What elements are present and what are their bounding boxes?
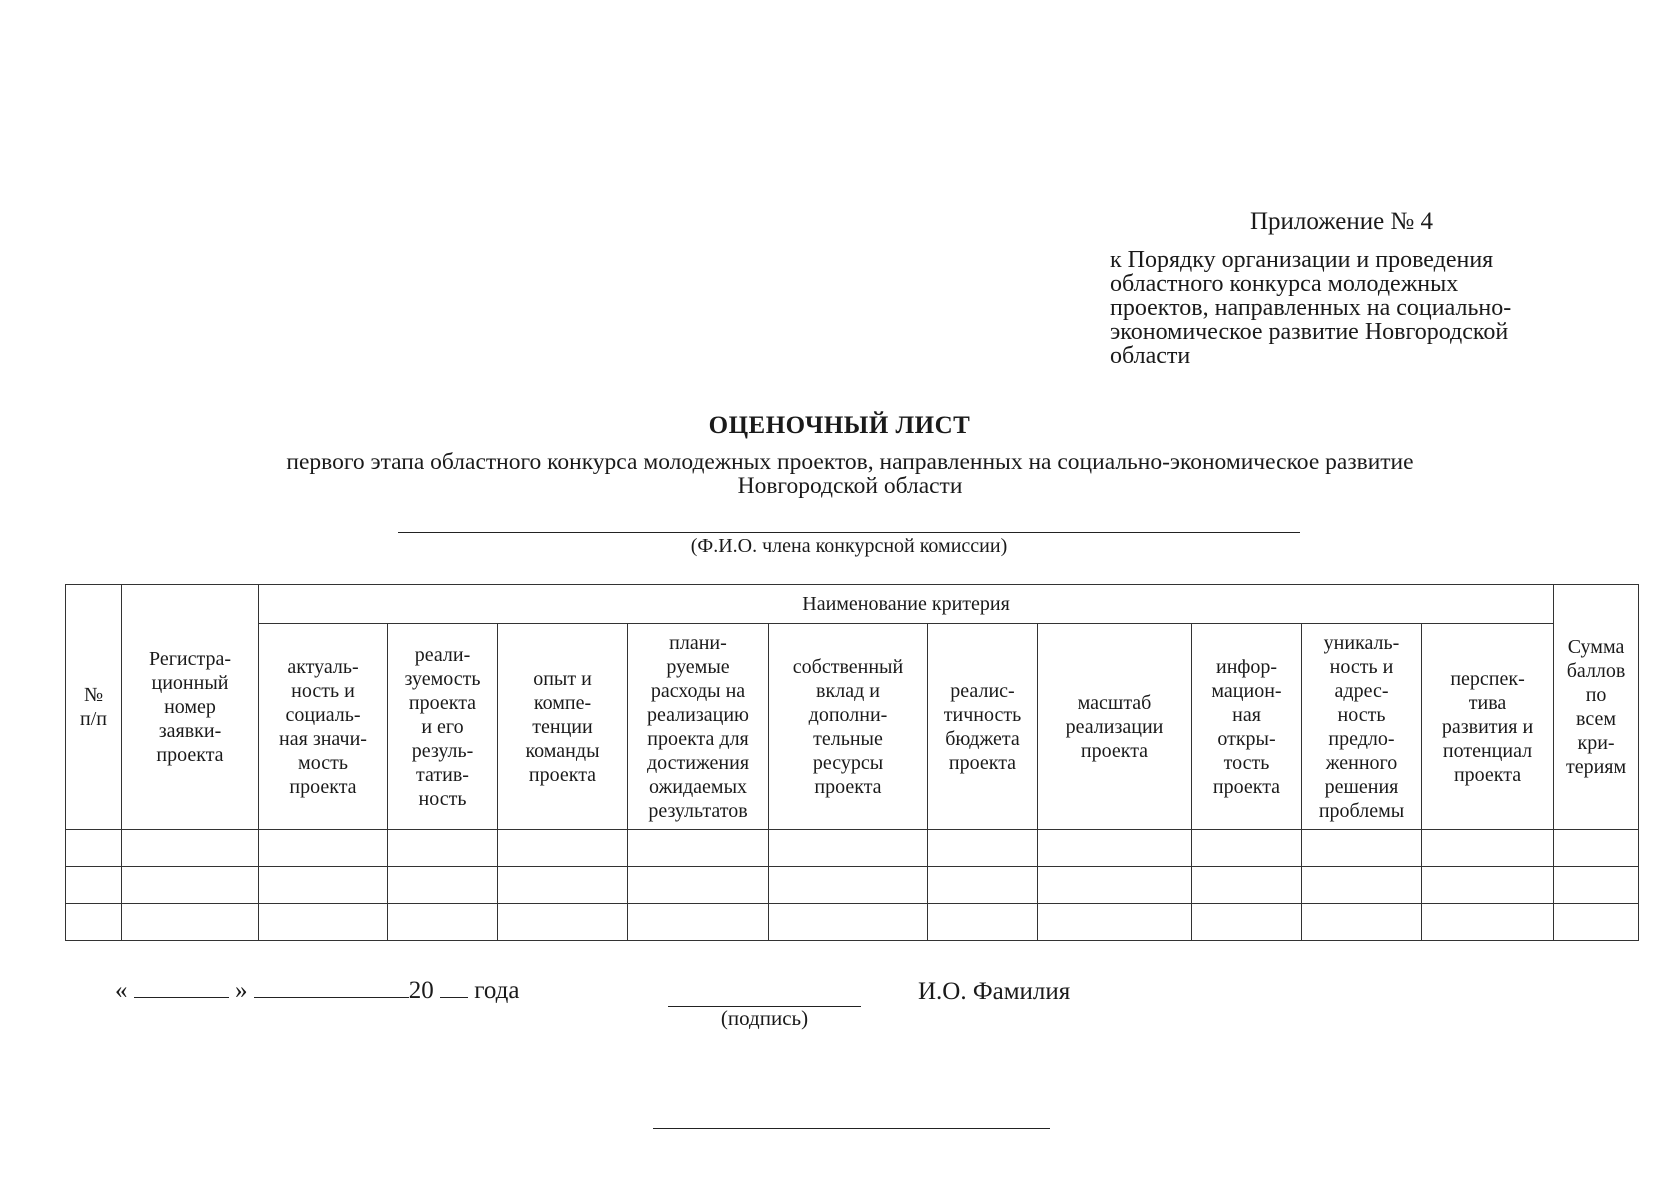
header-line: кри- (1577, 732, 1615, 754)
table-cell[interactable] (928, 867, 1038, 904)
header-line: тива (1468, 691, 1507, 714)
header-line: решения (1324, 775, 1399, 798)
table-row (66, 867, 1639, 904)
header-line: реалис- (950, 679, 1015, 702)
table-cell[interactable] (769, 904, 928, 941)
table-cell[interactable] (1302, 867, 1422, 904)
table-cell[interactable] (628, 904, 769, 941)
header-line: ная (1232, 703, 1261, 726)
table-cell[interactable] (66, 904, 122, 941)
bottom-divider (653, 1128, 1050, 1129)
table-cell[interactable] (769, 830, 928, 867)
header-line: вклад и (816, 679, 880, 702)
header-line: потенциал (1442, 739, 1533, 762)
year-blank[interactable] (440, 975, 468, 998)
header-line: ность и (1329, 655, 1394, 678)
table-cell[interactable] (628, 867, 769, 904)
evaluation-table (65, 584, 1639, 941)
table-cell[interactable] (1554, 830, 1639, 867)
year-word: года (474, 977, 520, 1004)
column-header-criterion-3 (498, 624, 628, 830)
header-line: ность (418, 787, 467, 810)
header-line: проекта (814, 775, 882, 798)
header-line: по (1585, 684, 1607, 706)
table-cell[interactable] (1554, 904, 1639, 941)
header-line: собственный (792, 655, 904, 678)
signature-caption: (подпись) (720, 1006, 809, 1030)
header-line: реали- (414, 643, 471, 666)
table-cell[interactable] (1038, 904, 1192, 941)
column-header-registration-number (122, 585, 259, 830)
header-line: реализации (1065, 715, 1164, 738)
header-line: тость (1223, 751, 1270, 774)
signer-name: И.О. Фамилия (918, 978, 1071, 1005)
appendix-reference-line: проектов, направленных на социально- (1110, 295, 1512, 321)
appendix-reference-line: областного конкурса молодежных (1110, 271, 1459, 297)
header-line: расходы на (650, 679, 746, 702)
column-header-criterion-5 (769, 624, 928, 830)
header-line: достижения (646, 751, 750, 774)
table-cell[interactable] (259, 904, 388, 941)
table-cell[interactable] (1422, 867, 1554, 904)
header-line: мацион- (1211, 679, 1282, 702)
header-line: ресурсы (812, 751, 884, 774)
document-subtitle (140, 450, 1560, 498)
criteria-group-header: Наименование критерия (259, 585, 1554, 624)
header-line: мость (298, 751, 348, 774)
header-line: женного (1325, 751, 1398, 774)
header-line: масштаб (1077, 691, 1152, 714)
table-cell[interactable] (388, 867, 498, 904)
table-cell[interactable] (498, 830, 628, 867)
table-cell[interactable] (1554, 867, 1639, 904)
table-cell[interactable] (259, 830, 388, 867)
table-cell[interactable] (66, 867, 122, 904)
table-cell[interactable] (1422, 830, 1554, 867)
commission-member-caption: (Ф.И.О. члена конкурсной комиссии) (690, 535, 1008, 557)
day-blank[interactable] (134, 975, 229, 998)
header-line: проекта (948, 751, 1017, 774)
table-cell[interactable] (122, 867, 259, 904)
header-line: дополни- (808, 703, 888, 726)
column-header-criterion-8 (1192, 624, 1302, 830)
header-line: проекта (1212, 775, 1281, 798)
header-line: проекта (1080, 739, 1149, 762)
header-line: тичность (943, 703, 1022, 726)
column-header-number (66, 585, 122, 830)
header-line: резуль- (411, 739, 474, 762)
commission-member-name-field[interactable] (398, 532, 1300, 533)
header-line: развития и (1441, 715, 1534, 738)
table-cell[interactable] (1302, 904, 1422, 941)
table-row (66, 904, 1639, 941)
header-line: команды (525, 739, 600, 762)
header-line: татив- (416, 763, 469, 786)
table-cell[interactable] (498, 867, 628, 904)
month-blank[interactable] (254, 975, 409, 998)
column-header-criterion-4 (628, 624, 769, 830)
table-cell[interactable] (928, 904, 1038, 941)
header-line: результатов (648, 799, 748, 822)
century-text: 20 (408, 977, 434, 1004)
header-line: п/п (80, 708, 107, 730)
header-line: баллов (1566, 660, 1626, 682)
date-field (115, 975, 519, 1005)
table-row (66, 830, 1639, 867)
appendix-title: Приложение № 4 (1250, 208, 1434, 235)
table-cell[interactable] (66, 830, 122, 867)
table-cell[interactable] (122, 904, 259, 941)
header-line: ционный (151, 672, 229, 694)
table-cell[interactable] (1038, 867, 1192, 904)
header-line: инфор- (1215, 655, 1278, 678)
header-line: зуемость (404, 667, 481, 690)
header-line: проекта (408, 691, 477, 714)
table-cell[interactable] (1422, 904, 1554, 941)
header-line: проблемы (1318, 799, 1405, 822)
table-cell[interactable] (388, 830, 498, 867)
table-cell[interactable] (628, 830, 769, 867)
header-line: всем (1576, 708, 1617, 730)
table-cell[interactable] (928, 830, 1038, 867)
header-line: перспек- (1450, 667, 1525, 690)
header-line: руемые (666, 655, 730, 678)
appendix-reference-line: к Порядку организации и проведения (1110, 247, 1494, 273)
header-line: проекта (1453, 763, 1522, 786)
column-header-criterion-9 (1302, 624, 1422, 830)
table-cell[interactable] (259, 867, 388, 904)
header-line: уникаль- (1323, 631, 1400, 654)
header-line: Регистра- (148, 648, 232, 670)
table-cell[interactable] (769, 867, 928, 904)
appendix-reference-line: области (1110, 343, 1191, 369)
open-quote: « (115, 977, 128, 1004)
subtitle-line: Новгородской области (737, 473, 963, 499)
header-line: ность (1337, 703, 1386, 726)
subtitle-line: первого этапа областного конкурса молодежных проектов, направленных на социально-экономическое развитие (286, 449, 1414, 475)
header-line: ная значи- (279, 727, 367, 750)
table-cell[interactable] (498, 904, 628, 941)
header-line: бюджета (945, 727, 1020, 750)
header-line: плани- (669, 631, 727, 654)
header-line: адрес- (1334, 679, 1389, 702)
table-cell[interactable] (388, 904, 498, 941)
header-line: проекта (156, 744, 224, 766)
document-title: ОЦЕНОЧНЫЙ ЛИСТ (708, 412, 971, 439)
header-line: проекта для (647, 727, 749, 750)
column-header-total-score (1554, 585, 1639, 830)
header-line: откры- (1217, 727, 1276, 750)
header-line: тельные (813, 727, 883, 750)
header-line: № (83, 684, 104, 706)
header-line: тенции (532, 715, 593, 738)
header-line: териям (1565, 756, 1627, 778)
header-line: предло- (1328, 727, 1395, 750)
column-header-criterion-6 (928, 624, 1038, 830)
header-line: проекта (528, 763, 597, 786)
header-line: номер (164, 696, 216, 718)
header-line: социаль- (285, 703, 361, 726)
table-cell[interactable] (1192, 867, 1302, 904)
header-line: ожидаемых (648, 775, 748, 798)
header-line: реализацию (647, 703, 749, 726)
close-quote: » (235, 977, 248, 1004)
table-cell[interactable] (122, 830, 259, 867)
column-header-criterion-7 (1038, 624, 1192, 830)
header-line: компе- (533, 691, 592, 714)
appendix-reference (1110, 248, 1630, 368)
table-cell[interactable] (1038, 830, 1192, 867)
table-cell[interactable] (1302, 830, 1422, 867)
header-line: и его (421, 715, 464, 738)
appendix-reference-line: экономическое развитие Новгородской (1110, 319, 1509, 345)
header-line: актуаль- (287, 655, 359, 678)
header-line: ность и (291, 679, 355, 702)
header-line: проекта (289, 775, 357, 798)
table-cell[interactable] (1192, 904, 1302, 941)
table-cell[interactable] (1192, 830, 1302, 867)
column-header-criterion-1 (259, 624, 388, 830)
column-header-criterion-10 (1422, 624, 1554, 830)
header-line: Сумма (1567, 636, 1625, 658)
column-header-criterion-2 (388, 624, 498, 830)
header-line: заявки- (158, 720, 222, 742)
header-line: опыт и (533, 667, 592, 690)
